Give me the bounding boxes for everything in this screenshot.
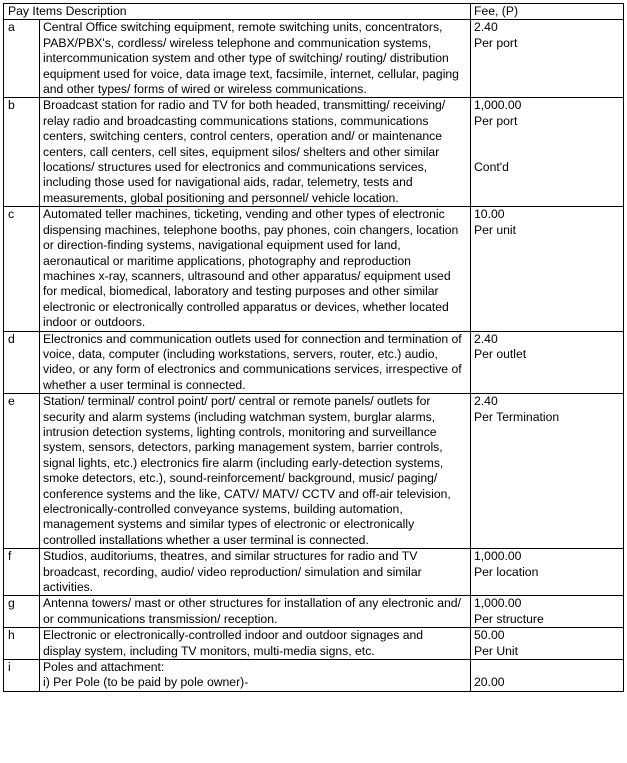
item-description: Poles and attachment: i) Per Pole (to be paid by pole owner)- [40,660,471,692]
item-fee: 2.40 Per outlet [471,331,624,394]
item-letter: d [4,331,40,394]
item-description: Automated teller machines, ticketing, vending and other types of electronic dispensing machines, telephone booths, pay phones, coin changers, location or direction-finding systems, navigational equipment used for land, aeronautical or maritime applications, photography and reproduction machines x-ray, scanners, ultrasound and other apparatus/ equipment used for medical, biomedical, laboratory and testing purposes and other similar electronic or electronically controlled apparatus or devices, whether located indoor or outdoors. [40,207,471,331]
header-fee: Fee, (P) [471,4,624,20]
table-row-g [4,596,624,628]
table-row-b [4,98,624,207]
item-fee: 10.00 Per unit [471,207,624,331]
table-header-row [4,4,624,20]
item-letter: i [4,660,40,692]
table-row-h [4,628,624,660]
item-description: Central Office switching equipment, remote switching units, concentrators, PABX/PBX's, cordless/ wireless telephone and communication systems, intercommunication system and other type of switching/ routing/ distribution equipment used for voice, data image text, facsimile, internet, cellular, paging and other types/ forms of wired or wireless communications. [40,20,471,98]
table-row-d [4,331,624,394]
item-fee: 20.00 [471,660,624,692]
table-row-f [4,549,624,596]
item-fee: 1,000.00 Per port Cont'd [471,98,624,207]
item-letter: e [4,394,40,549]
item-letter: f [4,549,40,596]
item-letter: b [4,98,40,207]
table-row-c [4,207,624,331]
item-fee: 2.40 Per Termination [471,394,624,549]
header-description: Pay Items Description [4,4,471,20]
item-description: Electronics and communication outlets used for connection and termination of voice, data, computer (including workstations, servers, router, etc.) audio, video, or any form of electronics and communications services, irrespective of whether a user terminal is connected. [40,331,471,394]
item-description: Studios, auditoriums, theatres, and similar structures for radio and TV broadcast, recording, audio/ video reproduction/ simulation and similar activities. [40,549,471,596]
item-letter: a [4,20,40,98]
item-fee: 50.00 Per Unit [471,628,624,660]
item-fee: 1,000.00 Per structure [471,596,624,628]
item-letter: h [4,628,40,660]
fee-schedule-document [3,3,623,692]
item-description: Broadcast station for radio and TV for both headed, transmitting/ receiving/ relay radio and broadcasting communications stations, communications centers, switching centers, control centers, operation and/ or maintenance centers, call centers, cell sites, equipment silos/ shelters and other similar locations/ structures used for electronics and communications services, including those used for navigational aids, radar, telemetry, tests and measurements, global positioning and personnel/ vehicle location. [40,98,471,207]
item-fee: 1,000.00 Per location [471,549,624,596]
table-row-i [4,660,624,692]
pay-items-table [3,3,624,692]
table-row-a [4,20,624,98]
item-description: Station/ terminal/ control point/ port/ central or remote panels/ outlets for security and alarm systems (including watchman system, burglar alarms, intrusion detection systems, lighting controls, monitoring and surveillance system, sensors, detectors, parking management system, barrier controls, signal lights, etc.) electronics fire alarm (including early-detection systems, smoke detectors, etc.), sound-reinforcement/ background, music/ paging/ conference systems and the like, CATV/ MATV/ CCTV and off-air television, electronically-controlled conveyance systems, building automation, management systems and similar types of electronic or electronically controlled installations whether a user terminal is connected. [40,394,471,549]
table-row-e [4,394,624,549]
item-description: Electronic or electronically-controlled indoor and outdoor signages and display system, including TV monitors, multi-media signs, etc. [40,628,471,660]
item-letter: g [4,596,40,628]
item-description: Antenna towers/ mast or other structures for installation of any electronic and/ or communications transmission/ reception. [40,596,471,628]
item-fee: 2.40 Per port [471,20,624,98]
item-letter: c [4,207,40,331]
